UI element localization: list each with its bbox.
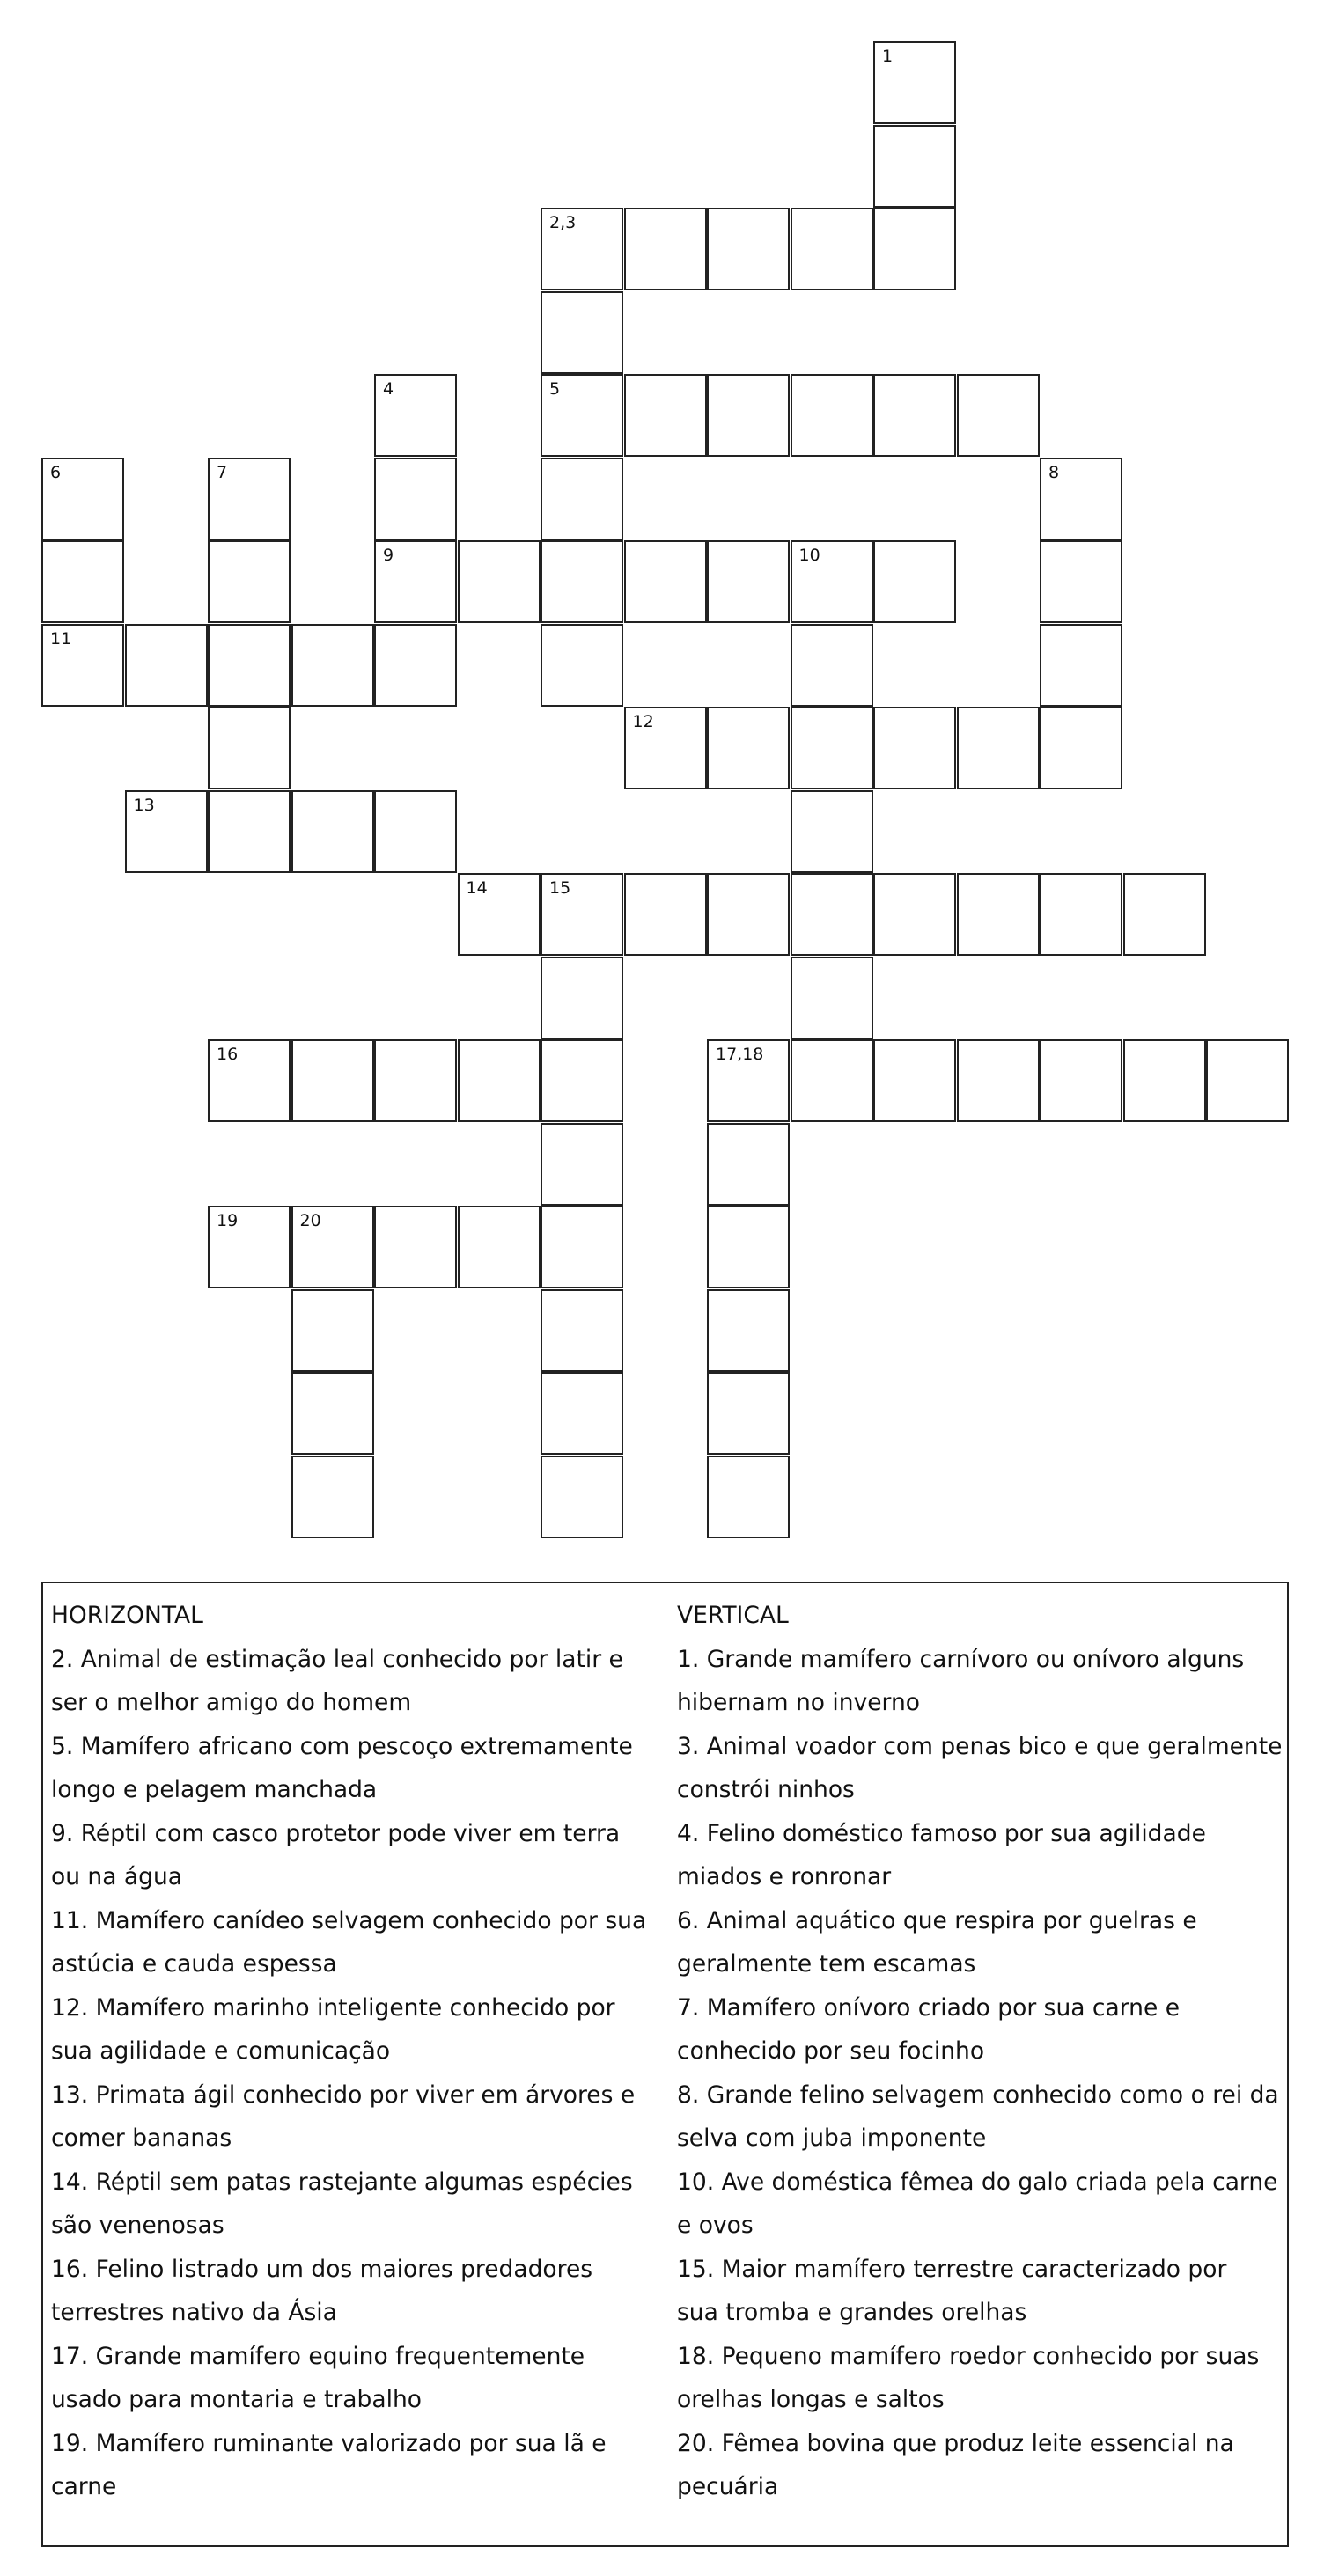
horizontal-clue-line: 11. Mamífero canídeo selvagem conhecido por sua: [51, 1906, 647, 1934]
crossword-cell[interactable]: [291, 1456, 374, 1538]
crossword-cell[interactable]: [541, 624, 623, 707]
vertical-clue-line: 20. Fêmea bovina que produz leite essencial na: [677, 2429, 1234, 2457]
crossword-cell[interactable]: [541, 1206, 623, 1288]
vertical-clue-line: pecuária: [677, 2473, 779, 2500]
clue-number: 5: [549, 379, 561, 399]
crossword-cell[interactable]: [791, 208, 873, 290]
vertical-clue-line: sua tromba e grandes orelhas: [677, 2299, 1027, 2326]
crossword-cell[interactable]: [791, 790, 873, 873]
crossword-cell[interactable]: [208, 458, 291, 540]
crossword-cell[interactable]: [873, 873, 956, 956]
clue-number: 8: [1048, 462, 1060, 482]
vertical-clue-line: 8. Grande felino selvagem conhecido como o rei da: [677, 2081, 1279, 2109]
crossword-cell[interactable]: [957, 1039, 1040, 1122]
crossword-cell[interactable]: [1040, 707, 1122, 789]
clue-number: 13: [133, 795, 155, 815]
vertical-clues-column: [677, 1594, 1284, 2509]
vertical-clue-line: 3. Animal voador com penas bico e que geralmente: [677, 1732, 1283, 1760]
crossword-cell[interactable]: [707, 707, 790, 789]
clue-number: 1: [882, 47, 894, 66]
crossword-cell[interactable]: [125, 790, 208, 873]
clue-number: 9: [383, 546, 394, 565]
crossword-cell[interactable]: [208, 1206, 291, 1288]
vertical-clue-line: selva com juba imponente: [677, 2125, 987, 2152]
clue-number: 20: [299, 1211, 321, 1230]
clue-number: 16: [217, 1045, 239, 1064]
crossword-cell[interactable]: [541, 291, 623, 374]
crossword-cell[interactable]: [957, 374, 1040, 457]
horizontal-clues-column: [51, 1594, 667, 2509]
crossword-cell[interactable]: [291, 1039, 374, 1122]
horizontal-clue-line: 16. Felino listrado um dos maiores predadores: [51, 2255, 593, 2283]
crossword-cell[interactable]: [458, 1206, 541, 1288]
crossword-cell[interactable]: [873, 1039, 956, 1122]
crossword-cell[interactable]: [541, 1372, 623, 1455]
crossword-cell[interactable]: [541, 1456, 623, 1538]
horizontal-clue-line: comer bananas: [51, 2125, 232, 2152]
crossword-cell[interactable]: [873, 125, 956, 208]
crossword-cell[interactable]: [707, 1372, 790, 1455]
clue-number: 14: [466, 878, 488, 898]
crossword-cell[interactable]: [374, 374, 457, 457]
clue-number: 4: [383, 379, 394, 399]
horizontal-clue-line: terrestres nativo da Ásia: [51, 2299, 337, 2326]
crossword-cell[interactable]: [957, 707, 1040, 789]
horizontal-clue-line: carne: [51, 2473, 117, 2500]
horizontal-clue-line: 19. Mamífero ruminante valorizado por sua lã e: [51, 2429, 607, 2457]
crossword-cell[interactable]: [208, 790, 291, 873]
crossword-cell[interactable]: [624, 374, 707, 457]
clue-number: 10: [798, 546, 820, 565]
vertical-clue-line: conhecido por seu focinho: [677, 2037, 985, 2065]
horizontal-clue-line: 5. Mamífero africano com pescoço extremamente: [51, 1732, 633, 1760]
horizontal-clue-line: longo e pelagem manchada: [51, 1776, 378, 1803]
clue-number: 12: [632, 712, 654, 731]
crossword-cell[interactable]: [541, 208, 623, 290]
clue-number: 6: [50, 462, 62, 482]
crossword-cell[interactable]: [707, 873, 790, 956]
crossword-cell[interactable]: [707, 208, 790, 290]
vertical-heading: VERTICAL: [677, 1602, 789, 1629]
crossword-cell[interactable]: [1206, 1039, 1289, 1122]
crossword-cell[interactable]: [791, 624, 873, 707]
crossword-cell[interactable]: [374, 540, 457, 623]
crossword-cell[interactable]: [541, 957, 623, 1039]
crossword-cell[interactable]: [1123, 873, 1206, 956]
clues-box: [41, 1582, 1289, 2547]
crossword-cell[interactable]: [541, 1289, 623, 1372]
crossword-cell[interactable]: [1040, 540, 1122, 623]
crossword-cell[interactable]: [624, 707, 707, 789]
crossword-cell[interactable]: [291, 790, 374, 873]
crossword-cell[interactable]: [624, 540, 707, 623]
crossword-cell[interactable]: [458, 1039, 541, 1122]
crossword-cell[interactable]: [873, 41, 956, 124]
vertical-clue-line: 6. Animal aquático que respira por guelras e: [677, 1906, 1197, 1934]
horizontal-clue-line: 2. Animal de estimação leal conhecido por latir e: [51, 1645, 623, 1673]
horizontal-heading: HORIZONTAL: [51, 1602, 203, 1629]
crossword-cell[interactable]: [791, 540, 873, 623]
crossword-cell[interactable]: [125, 624, 208, 707]
vertical-clue-line: orelhas longas e saltos: [677, 2386, 945, 2413]
crossword-cell[interactable]: [707, 1456, 790, 1538]
crossword-cell[interactable]: [1123, 1039, 1206, 1122]
vertical-clue-list: [677, 1638, 1284, 2509]
crossword-cell[interactable]: [707, 1206, 790, 1288]
crossword-cell[interactable]: [707, 374, 790, 457]
crossword-cell[interactable]: [707, 1039, 790, 1122]
clue-number: 15: [549, 878, 571, 898]
horizontal-clue-line: são venenosas: [51, 2212, 224, 2239]
horizontal-clue-line: 17. Grande mamífero equino frequentemente: [51, 2342, 585, 2370]
horizontal-clue-list: [51, 1638, 667, 2509]
vertical-clue-line: miados e ronronar: [677, 1863, 892, 1890]
crossword-cell[interactable]: [791, 957, 873, 1039]
crossword-cell[interactable]: [541, 1039, 623, 1122]
horizontal-clue-line: ou na água: [51, 1863, 182, 1890]
crossword-cell[interactable]: [208, 624, 291, 707]
crossword-cell[interactable]: [41, 458, 124, 540]
horizontal-clue-line: 9. Réptil com casco protetor pode viver em terra: [51, 1819, 621, 1847]
horizontal-clue-line: 13. Primata ágil conhecido por viver em árvores e: [51, 2081, 636, 2109]
crossword-cell[interactable]: [291, 1206, 374, 1288]
crossword-cell[interactable]: [208, 707, 291, 789]
horizontal-clue-line: 12. Mamífero marinho inteligente conhecido por: [51, 1993, 615, 2022]
crossword-cell[interactable]: [291, 624, 374, 707]
clue-number: 7: [217, 462, 228, 482]
crossword-cell[interactable]: [208, 540, 291, 623]
crossword-cell[interactable]: [624, 208, 707, 290]
vertical-clue-line: 1. Grande mamífero carnívoro ou onívoro alguns: [677, 1645, 1245, 1673]
vertical-clue-line: geralmente tem escamas: [677, 1950, 976, 1978]
crossword-cell[interactable]: [791, 873, 873, 956]
vertical-clue-line: constrói ninhos: [677, 1776, 855, 1803]
clue-number: 11: [50, 628, 72, 649]
crossword-cell[interactable]: [291, 1289, 374, 1372]
horizontal-clue-line: astúcia e cauda espessa: [51, 1950, 337, 1978]
crossword-cell[interactable]: [873, 707, 956, 789]
crossword-cell[interactable]: [1040, 1039, 1122, 1122]
horizontal-clue-line: usado para montaria e trabalho: [51, 2386, 422, 2413]
clue-number: 2,3: [549, 213, 577, 232]
vertical-clue-line: hibernam no inverno: [677, 1689, 920, 1716]
crossword-cell[interactable]: [374, 458, 457, 540]
clue-number: 19: [217, 1211, 239, 1230]
horizontal-clue-line: sua agilidade e comunicação: [51, 2037, 391, 2065]
vertical-clue-line: 10. Ave doméstica fêmea do galo criada pela carne: [677, 2168, 1278, 2196]
crossword-cell[interactable]: [707, 1289, 790, 1372]
crossword-cell[interactable]: [791, 374, 873, 457]
crossword-cell[interactable]: [707, 540, 790, 623]
vertical-clue-line: 18. Pequeno mamífero roedor conhecido por suas: [677, 2342, 1260, 2370]
crossword-cell[interactable]: [873, 540, 956, 623]
crossword-cell[interactable]: [208, 1039, 291, 1122]
crossword-cell[interactable]: [541, 540, 623, 623]
crossword-cell[interactable]: [41, 624, 124, 707]
crossword-cell[interactable]: [957, 873, 1040, 956]
vertical-clue-line: 7. Mamífero onívoro criado por sua carne e: [677, 1993, 1180, 2022]
crossword-cell[interactable]: [541, 374, 623, 457]
vertical-clue-line: 15. Maior mamífero terrestre caracterizado por: [677, 2255, 1227, 2283]
crossword-cell[interactable]: [458, 873, 541, 956]
crossword-cell[interactable]: [1040, 458, 1122, 540]
crossword-cell[interactable]: [541, 1123, 623, 1206]
crossword-cell[interactable]: [624, 873, 707, 956]
crossword-cell[interactable]: [374, 1039, 457, 1122]
crossword-cell[interactable]: [541, 458, 623, 540]
crossword-cell[interactable]: [374, 624, 457, 707]
crossword-cell[interactable]: [873, 208, 956, 290]
horizontal-clue-line: ser o melhor amigo do homem: [51, 1689, 412, 1716]
clue-number: 17,18: [716, 1045, 764, 1064]
crossword-cell[interactable]: [791, 707, 873, 789]
crossword-cell[interactable]: [791, 1039, 873, 1122]
crossword-cell[interactable]: [374, 790, 457, 873]
crossword-cell[interactable]: [873, 374, 956, 457]
crossword-cell[interactable]: [541, 873, 623, 956]
horizontal-clue-line: 14. Réptil sem patas rastejante algumas espécies: [51, 2168, 633, 2196]
vertical-clue-line: e ovos: [677, 2212, 754, 2239]
crossword-cell[interactable]: [707, 1123, 790, 1206]
crossword-cell[interactable]: [374, 1206, 457, 1288]
crossword-cell[interactable]: [1040, 624, 1122, 707]
crossword-cell[interactable]: [41, 540, 124, 623]
crossword-cell[interactable]: [458, 540, 541, 623]
crossword-cell[interactable]: [1040, 873, 1122, 956]
crossword-cell[interactable]: [291, 1372, 374, 1455]
vertical-clue-line: 4. Felino doméstico famoso por sua agilidade: [677, 1819, 1206, 1847]
